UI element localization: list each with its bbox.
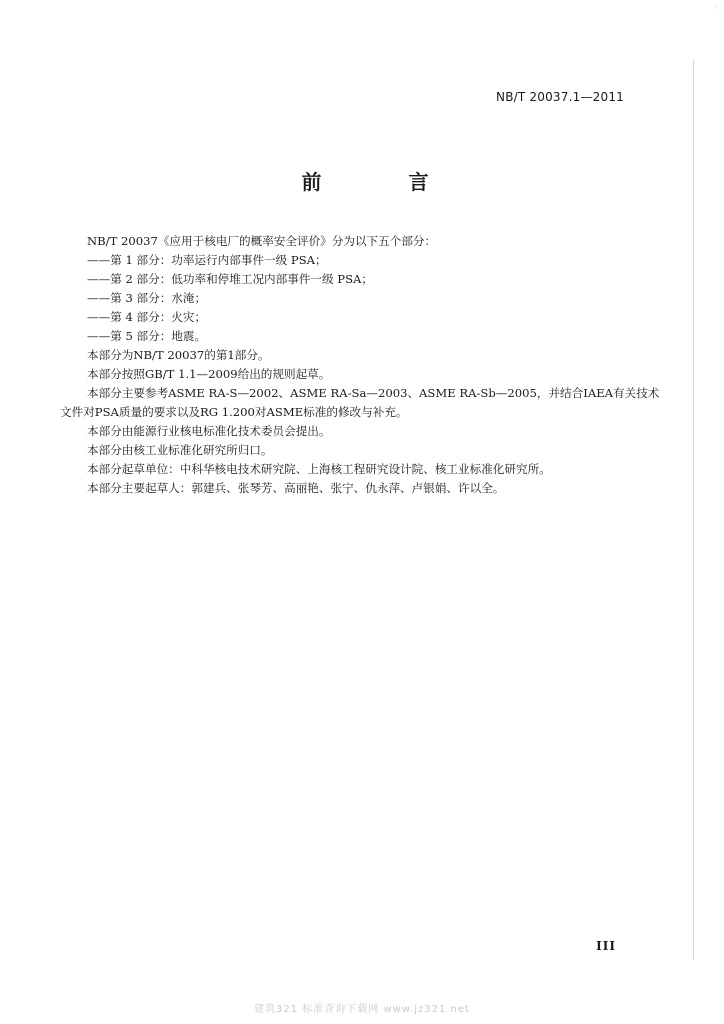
corner-mark: ·	[715, 4, 718, 14]
paragraph-references-continued: 文件对PSA质量的要求以及RG 1.200对ASME标准的修改与补充。	[60, 405, 408, 419]
scan-binding-line	[693, 60, 694, 960]
standard-code: NB/T 20037.1—2011	[496, 90, 624, 104]
site-watermark: 建筑321 标准查询下载网 www.jz321.net	[254, 1004, 470, 1015]
paragraph-references: 本部分主要参考ASME RA-S—2002、ASME RA-Sa—2003、ASME RA-Sb—2005，并结合IAEA有关技术	[87, 386, 660, 400]
foreword-body	[60, 232, 660, 498]
list-item-part-5: ——第 5 部分：地震。	[87, 329, 207, 343]
paragraph-intro: NB/T 20037《应用于核电厂的概率安全评价》分为以下五个部分：	[87, 234, 437, 248]
paragraph-drafting-rules: 本部分按照GB/T 1.1—2009给出的规则起草。	[87, 367, 331, 381]
paragraph-drafting-units: 本部分起草单位：中科华核电技术研究院、上海核工程研究设计院、核工业标准化研究所。	[87, 462, 551, 476]
paragraph-part-scope: 本部分为NB/T 20037的第1部分。	[87, 348, 270, 362]
page-title: 前 言	[301, 170, 469, 194]
list-item-part-4: ——第 4 部分：火灾；	[87, 310, 207, 324]
page-number: III	[596, 939, 616, 953]
list-item-part-1: ——第 1 部分：功率运行内部事件一级 PSA；	[87, 253, 327, 267]
paragraph-proposed-by: 本部分由能源行业核电标准化技术委员会提出。	[87, 424, 331, 438]
paragraph-drafters: 本部分主要起草人：郭建兵、张琴芳、高丽艳、张宁、仇永萍、卢银娟、许以全。	[87, 481, 505, 495]
list-item-part-2: ——第 2 部分：低功率和停堆工况内部事件一级 PSA；	[87, 272, 374, 286]
list-item-part-3: ——第 3 部分：水淹；	[87, 291, 207, 305]
paragraph-administered-by: 本部分由核工业标准化研究所归口。	[87, 443, 273, 457]
